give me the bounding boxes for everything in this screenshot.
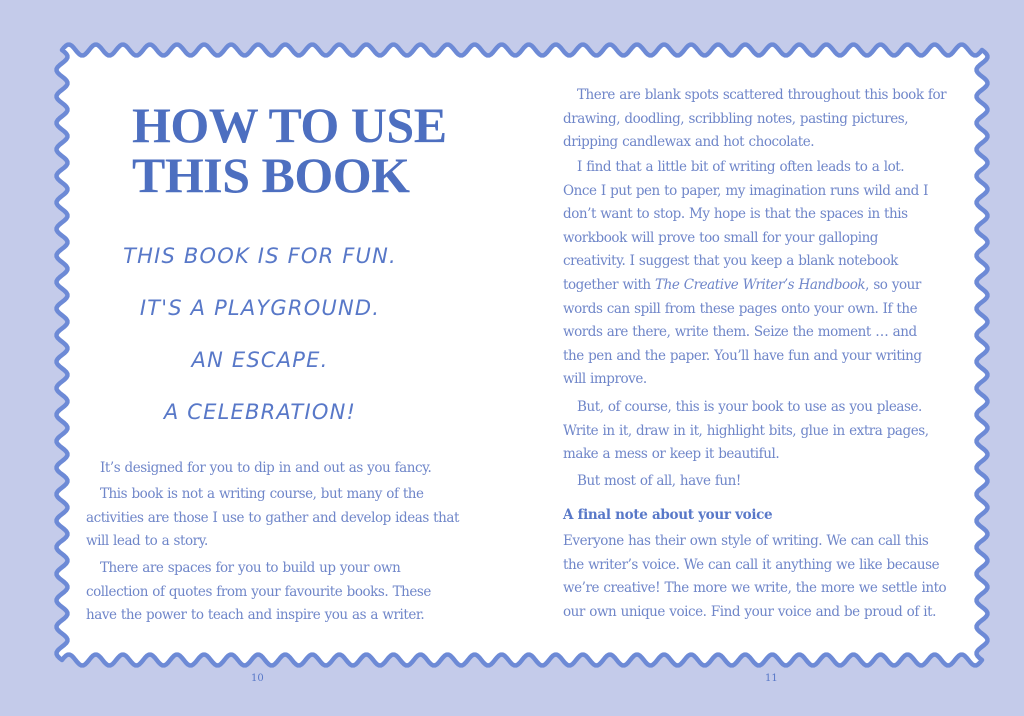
right-paragraph-1: There are blank spots scattered throughout this book for drawing, doodling, scribbling notes, pasting pictures, dripping candlewax and hot chocolate. (563, 87, 947, 151)
page-title-line-2: THIS BOOK (132, 147, 410, 203)
left-paragraph-3: There are spaces for you to build up your own collection of quotes from your favourite books. These have the power to teach and inspire you as a writer. (86, 560, 431, 624)
right-paragraph-2-text-a: I find that a little bit of writing often leads to a lot. Once I put pen to paper, my imagination runs wild and I don’t want to stop. My hope is that the spaces in this workbook will prove too small for your galloping creativity. I suggest that you keep a blank notebook together with (563, 159, 929, 293)
right-paragraph-2-text-b: , so your words can spill from these pages onto your own. If the words are there, write them. Seize the moment … and the pen and the paper. You’ll have fun and your writing will improve. (563, 276, 922, 388)
right-paragraph-4: But most of all, have fun! (577, 473, 741, 489)
right-paragraph-2 (563, 156, 933, 392)
page-number-right: 11 (765, 673, 778, 684)
right-paragraph-3: But, of course, this is your book to use as you please. Write in it, draw in it, highlight bits, glue in extra pages, make a mess or keep it beautiful. (563, 399, 929, 463)
handwritten-line-2: IT'S A PLAYGROUND. (139, 296, 381, 320)
handwritten-line-4: A CELEBRATION! (163, 400, 357, 424)
page-number-left: 10 (251, 673, 264, 684)
section-subheading: A final note about your voice (563, 507, 773, 523)
book-title-italic: The Creative Writer’s Handbook (655, 276, 866, 293)
left-paragraph-2: This book is not a writing course, but many of the activities are those I use to gather and develop ideas that will lead to a story. (86, 486, 459, 550)
handwritten-line-1: THIS BOOK IS FOR FUN. (123, 244, 397, 268)
handwritten-line-3: AN ESCAPE. (191, 348, 329, 372)
left-paragraph-1: It’s designed for you to dip in and out as you fancy. (100, 460, 432, 476)
page-title-line-1: HOW TO USE (132, 97, 447, 153)
closing-paragraph: Everyone has their own style of writing. We can call this the writer’s voice. We can call it anything we like because we’re creative! The more we write, the more we settle into our own unique voice. Find your voice and be proud of it. (563, 533, 947, 620)
